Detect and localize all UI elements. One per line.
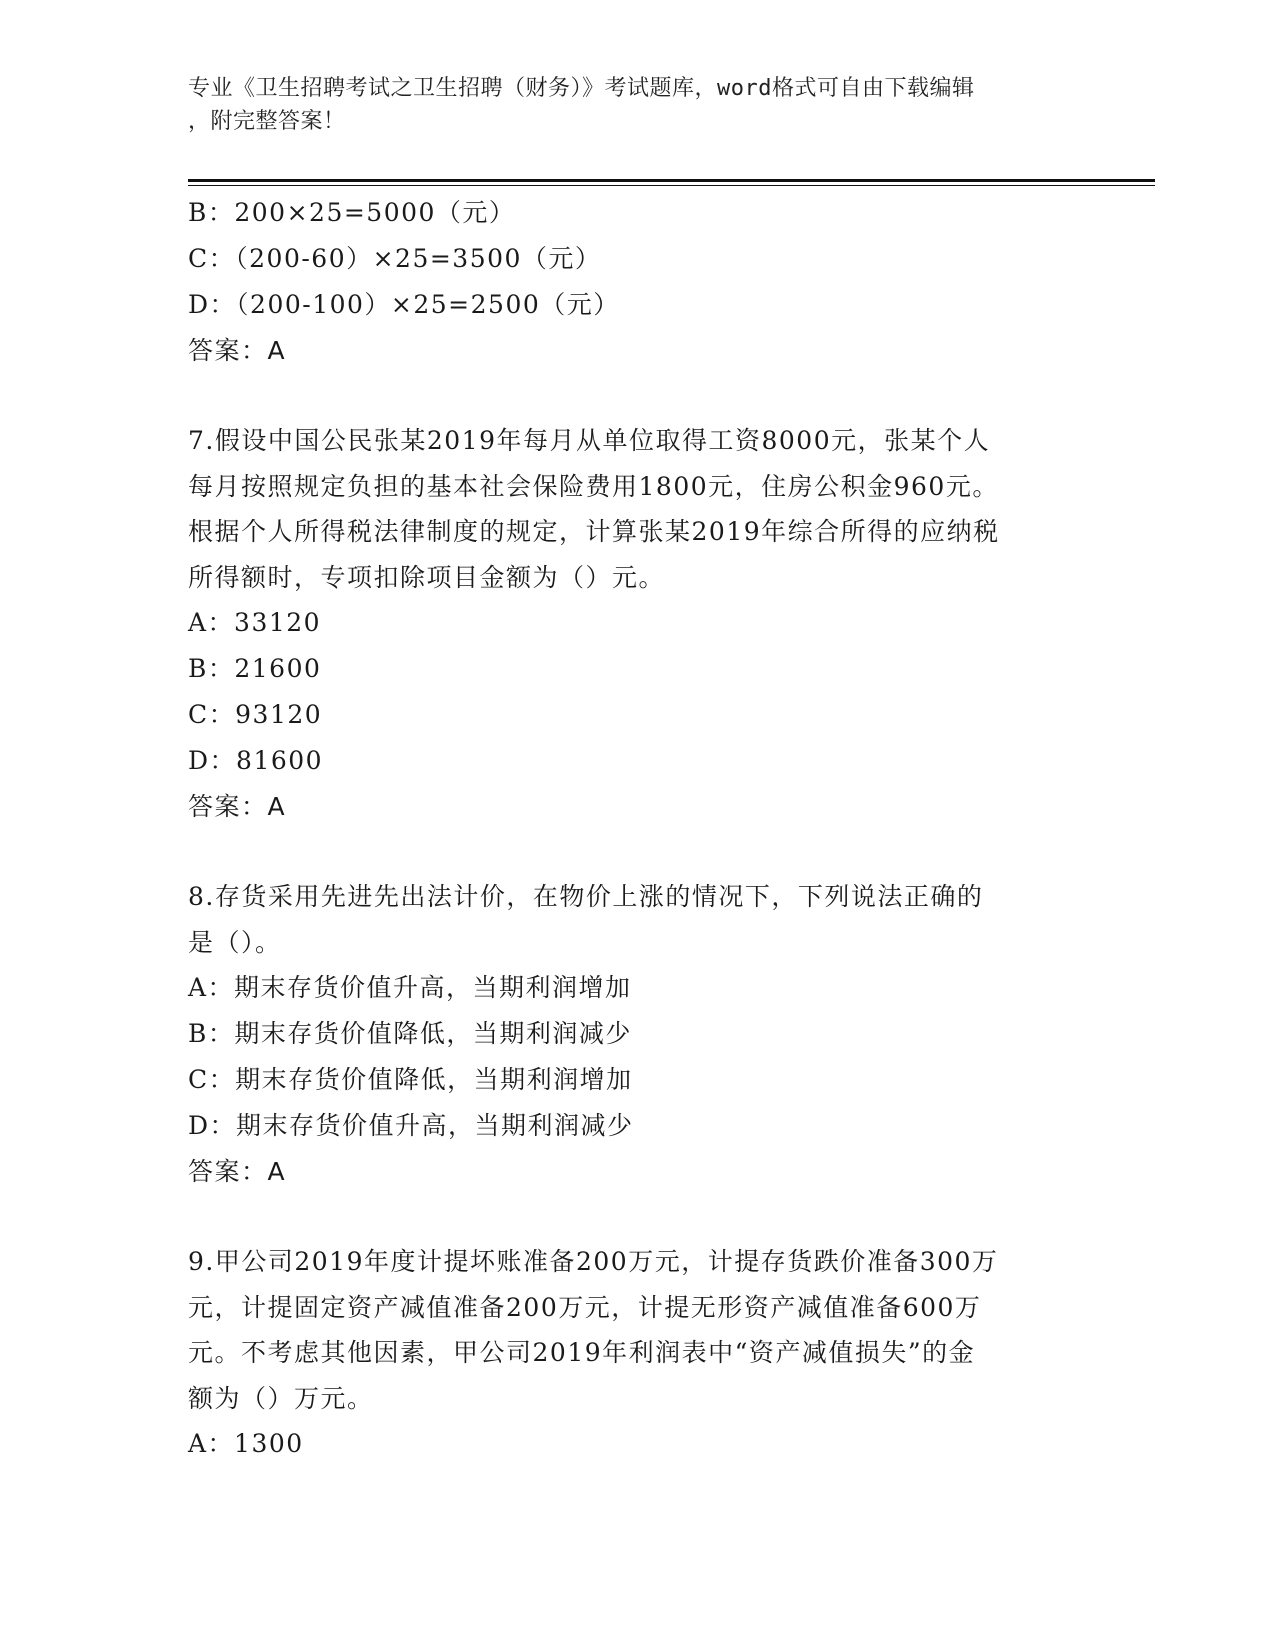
option-d: D：81600 [188, 746, 324, 775]
header-rule-thick [188, 179, 1155, 182]
option-d: D：期末存货价值升高，当期利润减少 [188, 1111, 634, 1140]
stem-line: 9.甲公司2019年度计提坏账准备200万元，计提存货跌价准备300万 [188, 1247, 999, 1276]
prev-question [188, 190, 1088, 374]
stem-line: 根据个人所得税法律制度的规定，计算张某2019年综合所得的应纳税 [188, 517, 1000, 546]
option-a: A：期末存货价值升高，当期利润增加 [188, 973, 632, 1002]
question-stem [188, 418, 1088, 600]
stem-line: 额为（）万元。 [188, 1383, 374, 1413]
document-body [188, 190, 1088, 1467]
question-stem [188, 1239, 1088, 1421]
option-b: B：期末存货价值降低，当期利润减少 [188, 1019, 632, 1048]
question-7 [188, 418, 1088, 830]
stem-line: 元。不考虑其他因素，甲公司2019年利润表中“资产减值损失”的金 [188, 1338, 976, 1367]
page-header [188, 72, 1068, 138]
header-rule-thin [188, 185, 1155, 186]
option-a: A：33120 [188, 608, 322, 637]
answer-line: 答案：A [188, 792, 287, 821]
stem-line: 是（）。 [188, 927, 282, 957]
stem-line: 元，计提固定资产减值准备200万元，计提无形资产减值准备600万 [188, 1292, 982, 1322]
header-line-1: 专业《卫生招聘考试之卫生招聘（财务）》考试题库，word格式可自由下载编辑 [188, 76, 975, 101]
stem-line: 每月按照规定负担的基本社会保险费用1800元，住房公积金960元。 [188, 471, 999, 501]
option-b: B：200×25=5000（元） [188, 198, 516, 227]
option-a: A：1300 [188, 1429, 304, 1458]
question-8 [188, 874, 1088, 1195]
answer-line: 答案：A [188, 1157, 287, 1186]
header-line-2: ，附完整答案！ [188, 109, 346, 134]
stem-line: 8.存货采用先进先出法计价，在物价上涨的情况下，下列说法正确的 [188, 882, 984, 911]
option-b: B：21600 [188, 654, 322, 683]
option-c: C：93120 [188, 700, 323, 729]
question-9 [188, 1239, 1088, 1467]
option-c: C：期末存货价值降低，当期利润增加 [188, 1065, 633, 1094]
stem-line: 所得额时，专项扣除项目金额为（）元。 [188, 562, 666, 592]
option-d: D：（200-100）×25=2500（元） [188, 290, 620, 319]
stem-line: 7.假设中国公民张某2019年每月从单位取得工资8000元，张某个人 [188, 426, 991, 455]
answer-line: 答案：A [188, 336, 287, 365]
option-c: C：（200-60）×25=3500（元） [188, 244, 602, 273]
question-stem [188, 874, 1088, 965]
